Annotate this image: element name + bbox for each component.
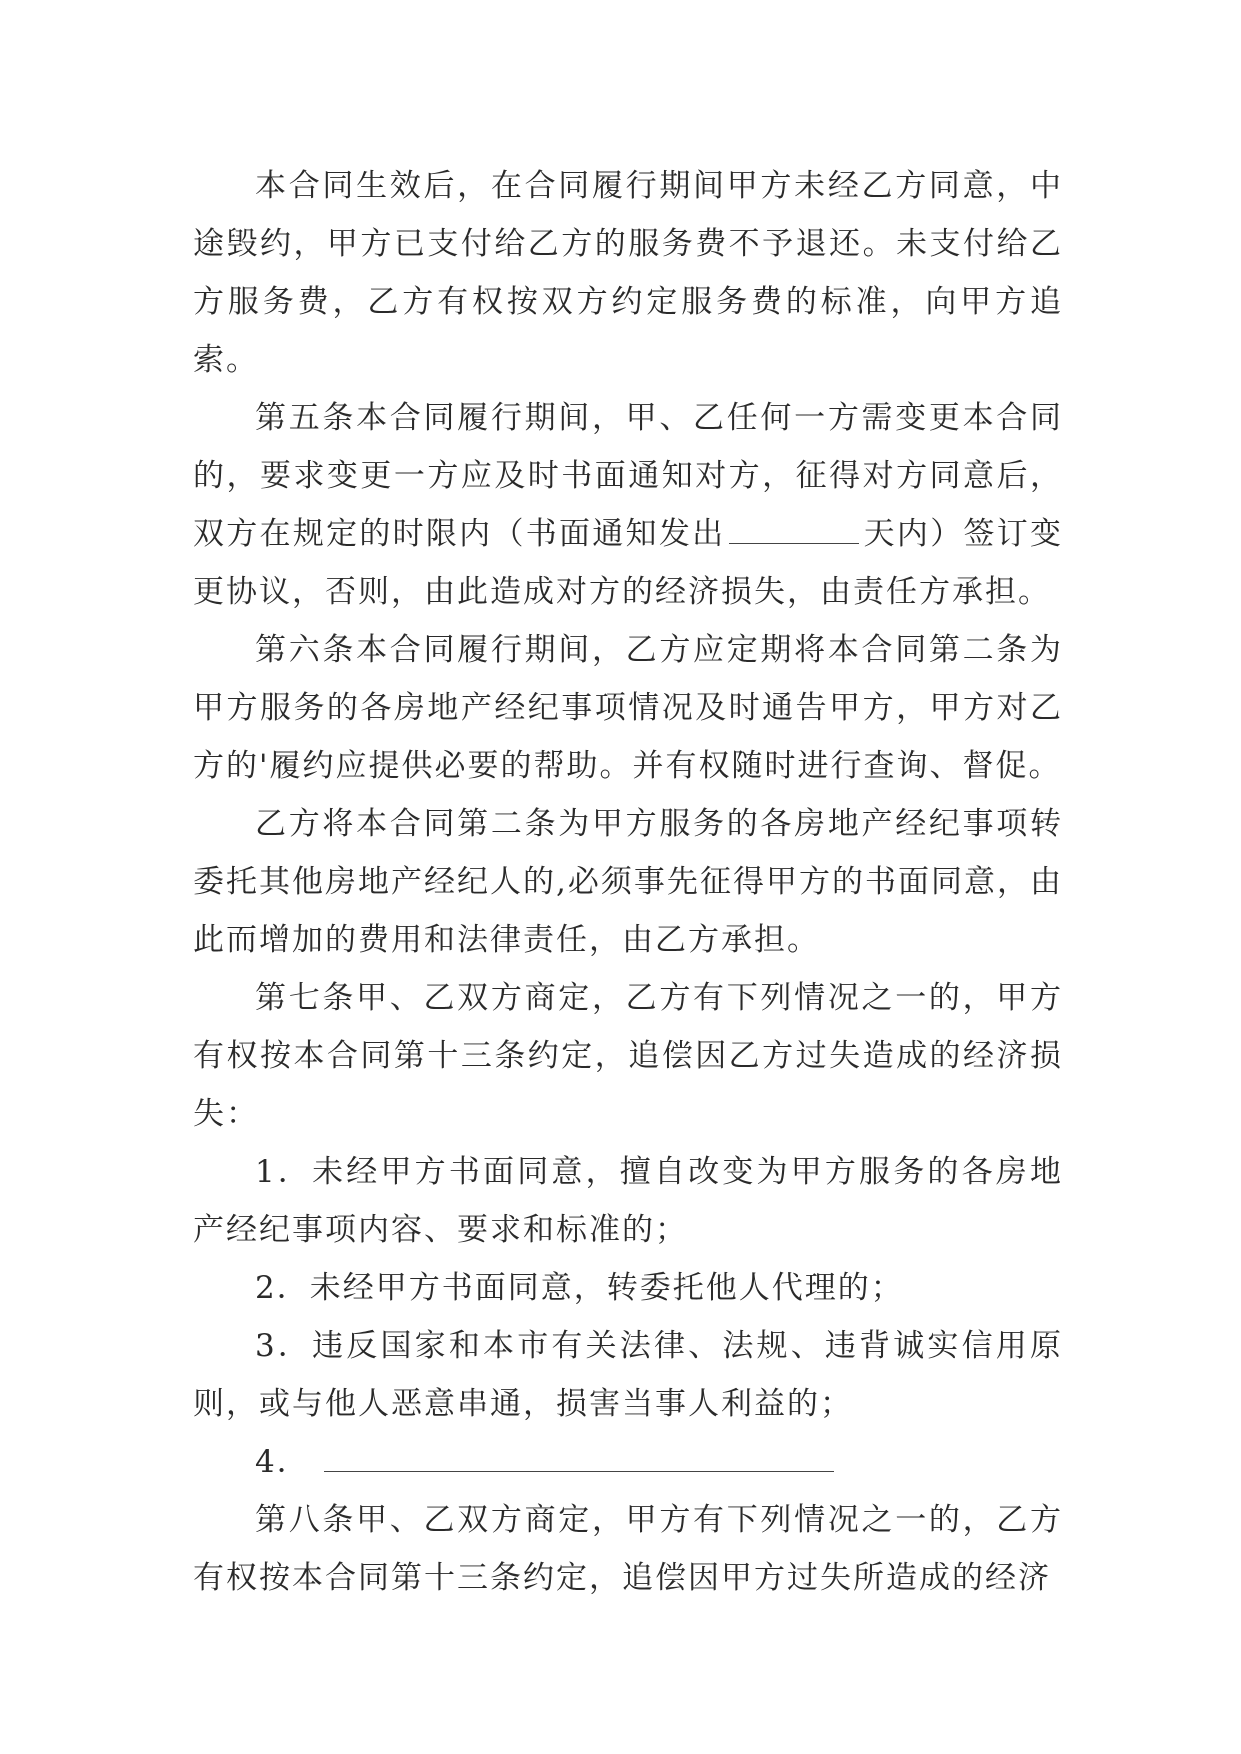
article-5-text-before: 第五条本合同履行期间，甲、乙任何一方需变更本合同的，要求变更一方应及时书面通知对方，征得对方同意后，双方在规定的时限内（书面通知发出	[193, 400, 1063, 552]
item-4-blank-field[interactable]	[324, 1441, 834, 1472]
paragraph-article-5	[193, 389, 1063, 621]
paragraph-termination: 本合同生效后，在合同履行期间甲方未经乙方同意，中途毁约，甲方已支付给乙方的服务费不予退还。未支付给乙方服务费，乙方有权按双方约定服务费的标准，向甲方追索。	[193, 168, 1063, 378]
list-item-4	[193, 1433, 1063, 1491]
list-item-3: 3．违反国家和本市有关法律、法规、违背诚实信用原则，或与他人恶意串通，损害当事人利益的；	[193, 1328, 1063, 1422]
article-5-text-after: 天内）签订变更协议，否则，由此造成对方的经济损失，由责任方承担。	[193, 516, 1064, 610]
paragraph-subcontract: 乙方将本合同第二条为甲方服务的各房地产经纪事项转委托其他房地产经纪人的,必须事先征得甲方的书面同意，由此而增加的费用和法律责任，由乙方承担。	[193, 806, 1063, 958]
days-blank-field[interactable]	[729, 513, 859, 544]
list-item-2: 2．未经甲方书面同意，转委托他人代理的；	[255, 1270, 904, 1306]
paragraph-article-7: 第七条甲、乙双方商定，乙方有下列情况之一的，甲方有权按本合同第十三条约定，追偿因乙方过失造成的经济损失：	[193, 980, 1063, 1132]
contract-body	[193, 157, 1063, 1607]
list-item-1: 1．未经甲方书面同意，擅自改变为甲方服务的各房地产经纪事项内容、要求和标准的；	[193, 1154, 1063, 1248]
list-item-4-number: 4．	[255, 1444, 310, 1480]
paragraph-article-8: 第八条甲、乙双方商定，甲方有下列情况之一的，乙方有权按本合同第十三条约定，追偿因甲方过失所造成的经济	[193, 1502, 1063, 1596]
paragraph-article-6: 第六条本合同履行期间，乙方应定期将本合同第二条为甲方服务的各房地产经纪事项情况及时通告甲方，甲方对乙方的'履约应提供必要的帮助。并有权随时进行查询、督促。	[193, 632, 1063, 784]
